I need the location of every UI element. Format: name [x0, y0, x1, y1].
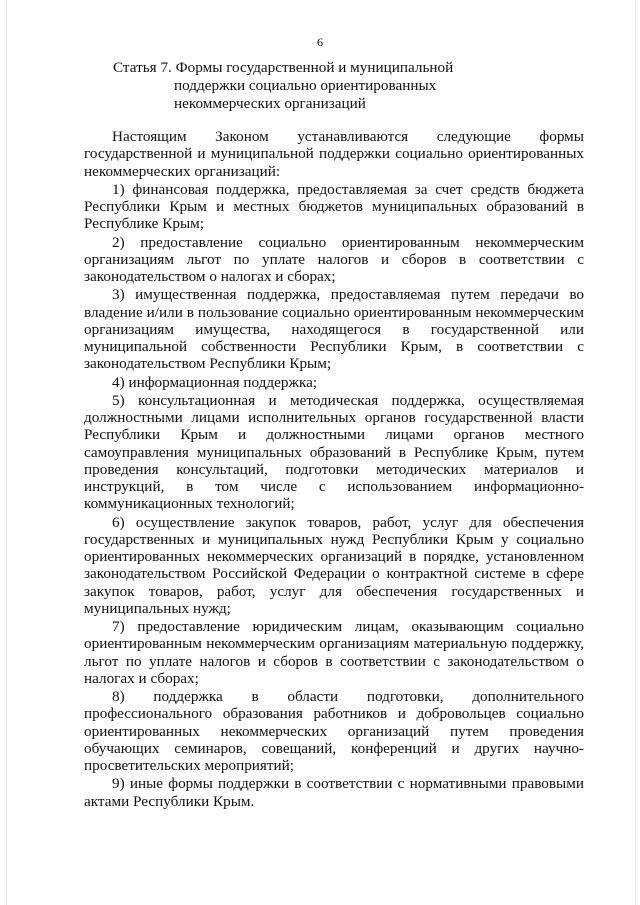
article-heading	[113, 59, 473, 113]
scan-edge-right	[635, 0, 636, 905]
list-item-2: 2) предоставление социально ориентированным некоммерческим организациям льгот по уплате налогов и сборов в соответствии с законодательством о налогах и сборах;	[84, 233, 584, 285]
list-item-4: 4) информационная поддержка;	[112, 373, 318, 391]
list-item-7: 7) предоставление юридическим лицам, оказывающим социально ориентированным некоммерческим организациям материальную поддержку, льгот по уплате налогов и сборов в соответствии с законодательством о налогах и сборах;	[84, 618, 584, 687]
list-item-8: 8) поддержка в области подготовки, дополнительного профессионального образования работников и добровольцев социально ориентированных некоммерческих организаций путем проведения обучающих семинаров, совещаний, конференций и других научно-просветительских мероприятий;	[84, 688, 584, 774]
list-item-3: 3) имущественная поддержка, предоставляемая путем передачи во владение и/или в пользование социально ориентированным некоммерческим организациям имущества, находящегося в государственной или муниципальной собственности Республики Крым, в соответствии с законодательством Республики Крым;	[84, 286, 584, 373]
scan-edge-left	[6, 0, 7, 905]
intro-paragraph: Настоящим Законом устанавливаются следующие формы государственной и муниципальной поддержки социально ориентированных некоммерческих организаций:	[84, 128, 584, 180]
article-heading-line-1: Статья 7. Формы государственной и муниципальной	[113, 59, 454, 76]
list-item-1: 1) финансовая поддержка, предоставляемая за счет средств бюджета Республики Крым и местных бюджетов муниципальных образований в Республике Крым;	[84, 180, 584, 233]
list-item-6: 6) осуществление закупок товаров, работ, услуг для обеспечения государственных и муниципальных нужд Республики Крым у социально ориентированных некоммерческих организаций в порядке, установленном законодательством Российской Федерации о контрактной системе в сфере закупок товаров, работ, услуг для обеспечения государственных и муниципальных нужд;	[84, 513, 584, 617]
page-number: 6	[317, 35, 323, 49]
article-heading-line-2: поддержки социально ориентированных	[174, 77, 437, 94]
list-item-9: 9) иные формы поддержки в соответствии с нормативными правовыми актами Республики Крым.	[84, 775, 584, 810]
article-heading-line-3: некоммерческих организаций	[174, 95, 366, 112]
list-item-5: 5) консультационная и методическая поддержка, осуществляемая должностными лицами исполнительных органов государственной власти Республики Крым и должностными лицами органов местного самоуправления муниципальных образований в Республике Крым, путем проведения консультаций, подготовки методических материалов и инструкций, в том числе с использованием информационно-коммуникационных технологий;	[84, 391, 584, 513]
article-body	[84, 128, 584, 810]
